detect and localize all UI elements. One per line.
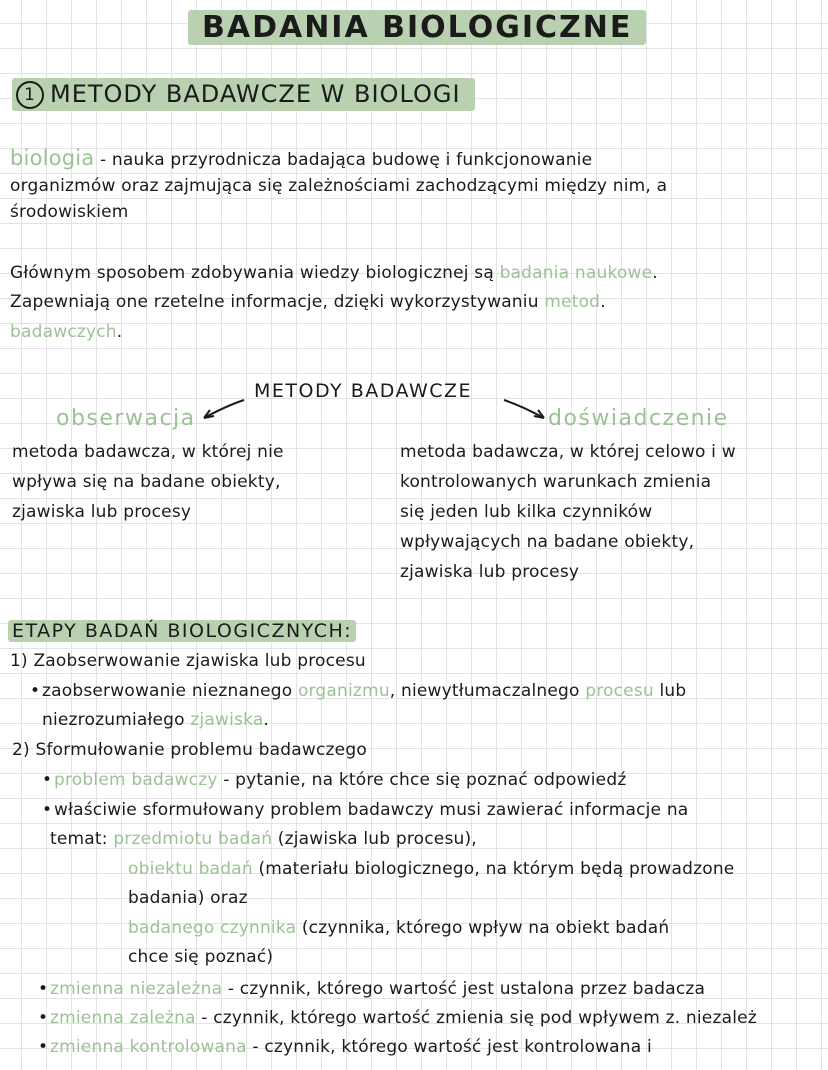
green-term: badanego czynnika	[128, 918, 297, 938]
definition-line-3: środowiskiem	[10, 202, 129, 222]
intro-text-3b: .	[116, 322, 123, 342]
page-title-text: BADANIA BIOLOGICZNE	[188, 10, 646, 45]
intro-green-1: badania naukowe	[499, 263, 653, 283]
text: - pytanie, na które chce się poznać odpowiedź	[217, 770, 627, 790]
observation-line: zjawiska lub procesy	[12, 502, 192, 522]
intro-green-2: metod	[544, 292, 601, 312]
intro-line-2	[10, 292, 606, 312]
stages-heading-text: ETAPY BADAŃ BIOLOGICZNYCH:	[8, 620, 356, 642]
arrow-right-icon	[500, 396, 550, 426]
variable-independent	[50, 979, 705, 999]
text: (materiału biologicznego, na którym będą prowadzone	[252, 859, 735, 879]
step-2-bullet-2-line	[128, 918, 669, 938]
green-term: zmienna zależna	[50, 1008, 196, 1028]
green-term: zmienna niezależna	[50, 979, 223, 999]
intro-text-2b: .	[600, 292, 606, 312]
definition-text-1: - nauka przyrodnicza badająca budowę i funkcjonowanie	[94, 150, 593, 170]
step-2: 2) Sformułowanie problemu badawczego	[12, 740, 367, 760]
text: temat:	[50, 829, 114, 849]
text: niezrozumiałego	[42, 710, 191, 730]
green-term: organizmu	[297, 681, 390, 701]
intro-line-3	[10, 322, 122, 342]
text: , niewytłumaczalnego	[389, 681, 586, 701]
text: - czynnik, którego wartość jest ustalona przez badacza	[222, 979, 706, 999]
text: zaobserwowanie nieznanego	[42, 681, 298, 701]
section-heading	[12, 78, 475, 111]
intro-green-3: badawczych	[10, 322, 117, 342]
variable-controlled	[50, 1037, 652, 1057]
experiment-title: doświadczenie	[548, 406, 729, 431]
green-term: zjawiska	[190, 710, 264, 730]
arrow-left-icon	[198, 396, 248, 426]
stages-heading	[8, 620, 356, 642]
green-term: obiektu badań	[128, 859, 253, 879]
step-2-bullet-2-line	[50, 829, 477, 849]
step-1: 1) Zaobserwowanie zjawiska lub procesu	[10, 651, 366, 671]
step-2-bullet-2-line	[128, 859, 734, 879]
section-number-badge: 1	[16, 81, 44, 109]
text: (czynnika, którego wpływ na obiekt badań	[296, 918, 670, 938]
step-1-bullet	[42, 681, 686, 701]
text: - czynnik, którego wartość jest kontrolowana i	[246, 1037, 652, 1057]
green-term: procesu	[585, 681, 654, 701]
methods-center-label: METODY BADAWCZE	[254, 380, 473, 402]
step-2-bullet-1	[54, 770, 626, 790]
text: .	[263, 710, 270, 730]
text: (zjawiska lub procesu),	[272, 829, 477, 849]
observation-line: metoda badawcza, w której nie	[12, 442, 284, 462]
variable-dependent	[50, 1008, 757, 1028]
definition-term: biologia	[10, 146, 95, 170]
intro-text-1a: Głównym sposobem zdobywania wiedzy biologicznej są	[10, 263, 500, 283]
experiment-line: kontrolowanych warunkach zmienia	[400, 472, 712, 492]
text: lub	[653, 681, 687, 701]
definition-line-1	[10, 146, 592, 170]
step-1-bullet-cont	[42, 710, 269, 730]
intro-line-1	[10, 263, 658, 283]
experiment-line: metoda badawcza, w której celowo i w	[400, 442, 736, 462]
section-heading-text: METODY BADAWCZE W BIOLOGI	[50, 80, 461, 108]
intro-text-2a: Zapewniają one rzetelne informacje, dzięki wykorzystywaniu	[10, 292, 545, 312]
definition-line-2: organizmów oraz zajmująca się zależnościami zachodzącymi między nim, a	[10, 176, 668, 196]
page-title	[188, 10, 646, 45]
intro-text-1b: .	[652, 263, 658, 283]
section-heading-highlight	[12, 78, 475, 111]
step-2-bullet-2-line: chce się poznać)	[128, 947, 274, 967]
green-term: przedmiotu badań	[113, 829, 273, 849]
step-2-bullet-2: • właściwie sformułowany problem badawczy musi zawierać informacje na	[54, 800, 688, 820]
green-term: problem badawczy	[54, 770, 218, 790]
step-2-bullet-2-line: badania) oraz	[128, 888, 248, 908]
experiment-line: się jeden lub kilka czynników	[400, 502, 653, 522]
experiment-line: wpływających na badane obiekty,	[400, 532, 695, 552]
observation-line: wpływa się na badane obiekty,	[12, 472, 281, 492]
experiment-line: zjawiska lub procesy	[400, 562, 580, 582]
observation-title: obserwacja	[56, 406, 196, 431]
green-term: zmienna kontrolowana	[50, 1037, 247, 1057]
text: - czynnik, którego wartość zmienia się pod wpływem z. niezależ	[195, 1008, 757, 1028]
